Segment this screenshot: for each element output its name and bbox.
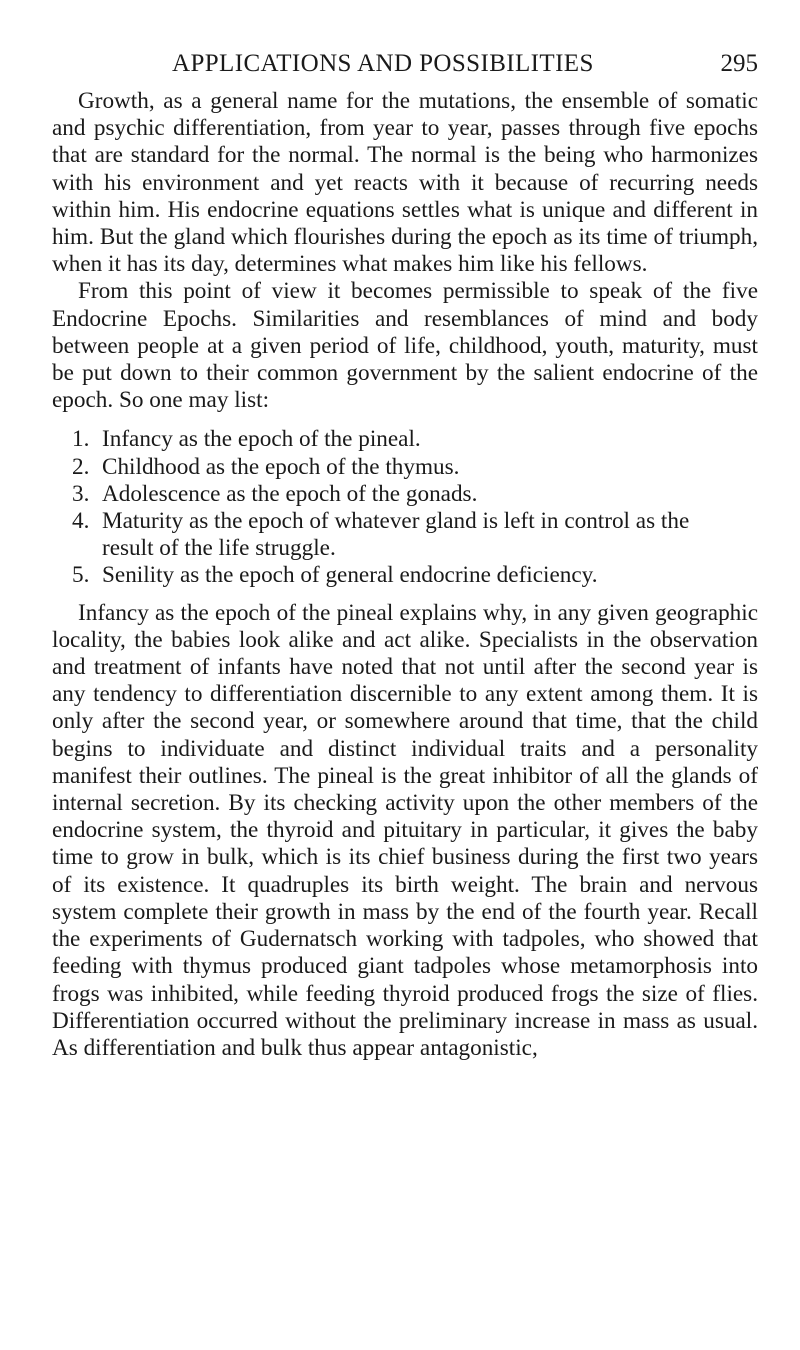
list-item (52, 508, 758, 562)
list-item-text: Infancy as the epoch of the pineal. (102, 426, 421, 453)
list-item (52, 426, 758, 453)
list-item-number: 1. (72, 426, 90, 453)
list-item-text: Senility as the epoch of general endocrine deficiency. (102, 562, 598, 589)
list-item-text: Childhood as the epoch of the thymus. (102, 453, 460, 480)
list-item (52, 454, 758, 481)
list-item (52, 562, 758, 589)
paragraph-endocrine-epochs: From this point of view it becomes permissible to speak of the five Endocrine Epochs. Similarities and resemblances of mind and body between people at a given period of life, childhood, youth, maturity, must be put down to their common government by the salient endocrine of the epoch. So one may list: (52, 278, 758, 414)
list-item-text: Maturity as the epoch of whatever gland is left in control as the result of the life struggle. (102, 508, 690, 562)
paragraph-infancy: Infancy as the epoch of the pineal explains why, in any given geographic locality, the babies look alike and act alike. Specialists in the observation and treatment of infants have noted that not until after the second year is any tendency to differentiation discernible to any extent among them. It is only after the second year, or somewhere around that time, that the child begins to individuate and distinct individual traits and a personality manifest their outlines. The pineal is the great inhibitor of all the glands of internal secretion. By its checking activity upon the other members of the endocrine system, the thyroid and pituitary in particular, it gives the baby time to grow in bulk, which is its chief business during the first two years of its existence. It quadruples its birth weight. The brain and nervous system complete their growth in mass by the end of the fourth year. Recall the experiments of Gudernatsch working with tadpoles, who showed that feeding with thymus produced giant tadpoles whose metamorphosis into frogs was inhibited, while feeding thyroid produced frogs the size of flies. Differentiation occurred without the preliminary increase in mass as usual. As differentiation and bulk thus appear antagonistic, (52, 599, 758, 1061)
running-title: APPLICATIONS AND POSSIBILITIES (172, 50, 594, 77)
list-item-number: 3. (72, 480, 90, 507)
book-page (52, 50, 758, 1062)
list-item-number: 4. (72, 508, 90, 535)
page-number: 295 (720, 50, 758, 77)
paragraph-growth: Growth, as a general name for the mutations, the ensemble of somatic and psychic differentiation, from year to year, passes through five epochs that are standard for the normal. The normal is the being who harmonizes with his environment and yet reacts with it because of recurring needs within him. His endocrine equations settles what is unique and different in him. But the gland which flourishes during the epoch as its time of triumph, when it has its day, determines what makes him like his fellows. (52, 88, 758, 278)
list-item-number: 5. (72, 562, 90, 589)
epoch-list (52, 426, 758, 589)
list-item-number: 2. (72, 453, 90, 480)
list-item-text: Adolescence as the epoch of the gonads. (102, 480, 478, 507)
running-header (52, 50, 758, 88)
list-item (52, 481, 758, 508)
